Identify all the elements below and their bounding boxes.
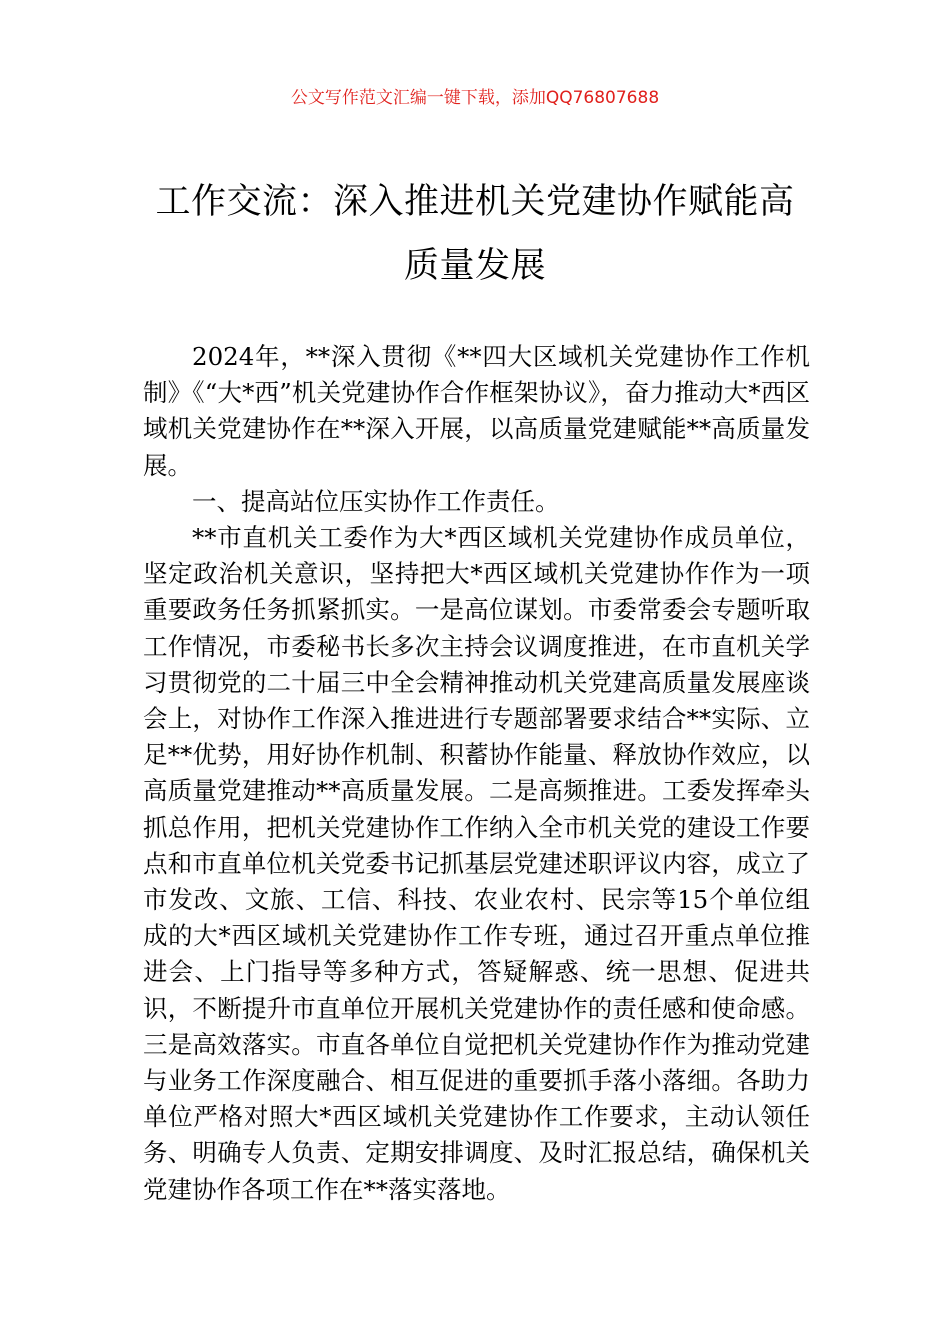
- section-heading-1: 一、提高站位压实协作工作责任。: [192, 486, 560, 516]
- document-body: [143, 339, 810, 1208]
- paragraph-section-1: **市直机关工委作为大*西区域机关党建协作成员单位，坚定政治机关意识，坚持把大*西区域机关党建协作作为一项重要政务任务抓紧抓实。一是高位谋划。市委常委会专题听取工作情况，市委秘书长多次主持会议调度推进，在市直机关学习贯彻党的二十届三中全会精神推动机关党建高质量发展座谈会上，对协作工作深入推进进行专题部署要求结合**实际、立足**优势，用好协作机制、积蓄协作能量、释放协作效应，以高质量党建推动**高质量发展。二是高频推进。工委发挥牵头抓总作用，把机关党建协作工作纳入全市机关党的建设工作要点和市直单位机关党委书记抓基层党建述职评议内容，成立了市发改、文旅、工信、科技、农业农村、民宗等15个单位组成的大*西区域机关党建协作工作专班，通过召开重点单位推进会、上门指导等多种方式，答疑解惑、统一思想、促进共识，不断提升市直单位开展机关党建协作的责任感和使命感。三是高效落实。市直各单位自觉把机关党建协作作为推动党建与业务工作深度融合、相互促进的重要抓手落小落细。各助力单位严格对照大*西区域机关党建协作工作要求，主动认领任务、明确专人负责、定期安排调度、及时汇报总结，确保机关党建协作各项工作在**落实落地。: [143, 523, 810, 1204]
- title-line-1: 工作交流：深入推进机关党建协作赋能高: [155, 182, 795, 222]
- page-title: [150, 170, 800, 298]
- title-line-2: 质量发展: [403, 246, 546, 286]
- paragraph-intro: 2024年，**深入贯彻《**四大区域机关党建协作工作机制》《“大*西”机关党建协作合作框架协议》，奋力推动大*西区域机关党建协作在**深入开展，以高质量党建赋能**高质量发展。: [143, 342, 810, 480]
- promo-banner: 公文写作范文汇编一键下载，添加QQ76807688: [290, 88, 660, 108]
